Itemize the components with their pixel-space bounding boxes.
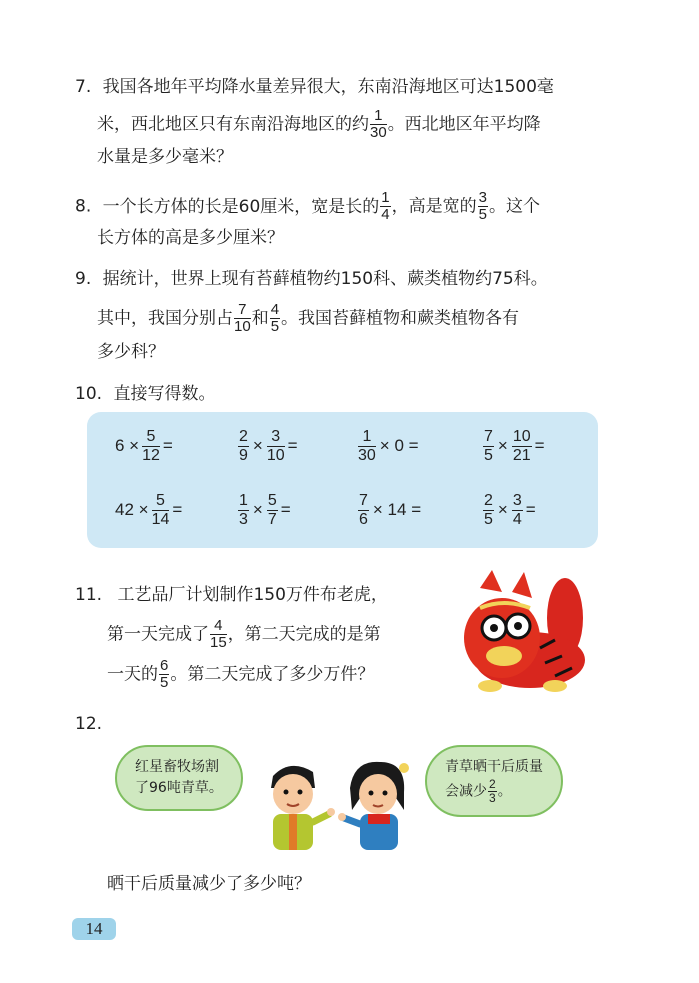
q8-line-2: 长方体的高是多少厘米？: [97, 228, 284, 248]
calc-item: 42 × $\frac{5}{14}$ =: [115, 492, 183, 528]
q9-fraction-2: $\frac{4}{5}$: [270, 301, 280, 335]
calc-item: $\frac{2}{5}$ × $\frac{3}{4}$ =: [484, 492, 536, 528]
q7-line-1: 7. 我国各地年平均降水量差异很大，东南沿海地区可达1500毫: [75, 77, 554, 97]
q11-fraction-1: $\frac{4}{15}$: [210, 617, 227, 651]
speech-bubble-right: 青草晒干后质量 会减少 $\frac{2}{3}$ 。: [425, 745, 563, 817]
q9-line-2: 其中，我国分别占 $\frac{7}{10}$ 和 $\frac{4}{5}$ 。我国苔藓植物和蕨类植物各有: [97, 301, 520, 335]
calc-fraction: $\frac{1}{3}$: [239, 492, 248, 528]
calc-item: $\frac{2}{9}$ × $\frac{3}{10}$ =: [239, 428, 298, 464]
calc-box: [87, 412, 598, 548]
calc-fraction: $\frac{7}{6}$: [359, 492, 368, 528]
q8-line-1: 8. 一个长方体的长是60厘米，宽是长的 $\frac{1}{4}$ ，高是宽的 $\frac{3}{5}$ 。这个: [75, 189, 540, 223]
q9-line-3: 多少科？: [97, 342, 165, 362]
q7-line-3: 水量是多少毫米？: [97, 147, 233, 167]
calc-fraction: $\frac{5}{7}$: [267, 492, 277, 528]
calc-item: $\frac{7}{5}$ × $\frac{10}{21}$ =: [484, 428, 545, 464]
q12-fraction: $\frac{2}{3}$: [489, 777, 496, 805]
boy-illustration: [255, 758, 335, 858]
calc-item: $\frac{7}{6}$ × 14 =: [359, 492, 422, 528]
calc-item: $\frac{1}{3}$ × $\frac{5}{7}$ =: [239, 492, 291, 528]
calc-fraction: $\frac{5}{14}$: [151, 492, 170, 528]
cloth-tiger-illustration: [460, 568, 600, 696]
speech-bubble-left: 红星畜牧场割 了96吨青草。: [115, 745, 243, 811]
q12-number: 12.: [75, 714, 103, 734]
calc-fraction: $\frac{7}{5}$: [484, 428, 493, 464]
q7-line-2: 米，西北地区只有东南沿海地区的约 $\frac{1}{30}$ 。西北地区年平均降: [97, 107, 541, 141]
q11-fraction-2: $\frac{6}{5}$: [160, 657, 169, 691]
q11-line-3: 一天的 $\frac{6}{5}$ 。第二天完成了多少万件？: [107, 657, 375, 691]
q8-fraction-1: $\frac{1}{4}$: [381, 189, 390, 223]
q11-line-1: 11. 工艺品厂计划制作150万件布老虎，: [75, 585, 388, 605]
q8-fraction-2: $\frac{3}{5}$: [478, 189, 487, 223]
q12-question: 晒干后质量减少了多少吨？: [107, 874, 311, 894]
q9-line-1: 9. 据统计，世界上现有苔藓植物约150科、蕨类植物约75科。: [75, 269, 548, 289]
calc-fraction: $\frac{1}{30}$: [358, 428, 376, 464]
q11-line-2: 第一天完成了 $\frac{4}{15}$ ，第二天完成的是第: [107, 617, 381, 651]
q7-fraction: $\frac{1}{30}$: [370, 107, 387, 141]
calc-fraction: $\frac{3}{10}$: [266, 428, 285, 464]
q9-fraction-1: $\frac{7}{10}$: [234, 301, 251, 335]
q10-title: 10. 直接写得数。: [75, 384, 216, 404]
calc-fraction: $\frac{2}{5}$: [484, 492, 493, 528]
calc-fraction: $\frac{5}{12}$: [142, 428, 160, 464]
girl-illustration: [338, 758, 418, 858]
calc-fraction: $\frac{10}{21}$: [512, 428, 531, 464]
calc-item: $\frac{1}{30}$ × 0 =: [358, 428, 419, 464]
calc-fraction: $\frac{2}{9}$: [239, 428, 248, 464]
calc-item: 6 × $\frac{5}{12}$ =: [115, 428, 173, 464]
page-number-badge: 14: [72, 918, 116, 940]
calc-fraction: $\frac{3}{4}$: [512, 492, 522, 528]
